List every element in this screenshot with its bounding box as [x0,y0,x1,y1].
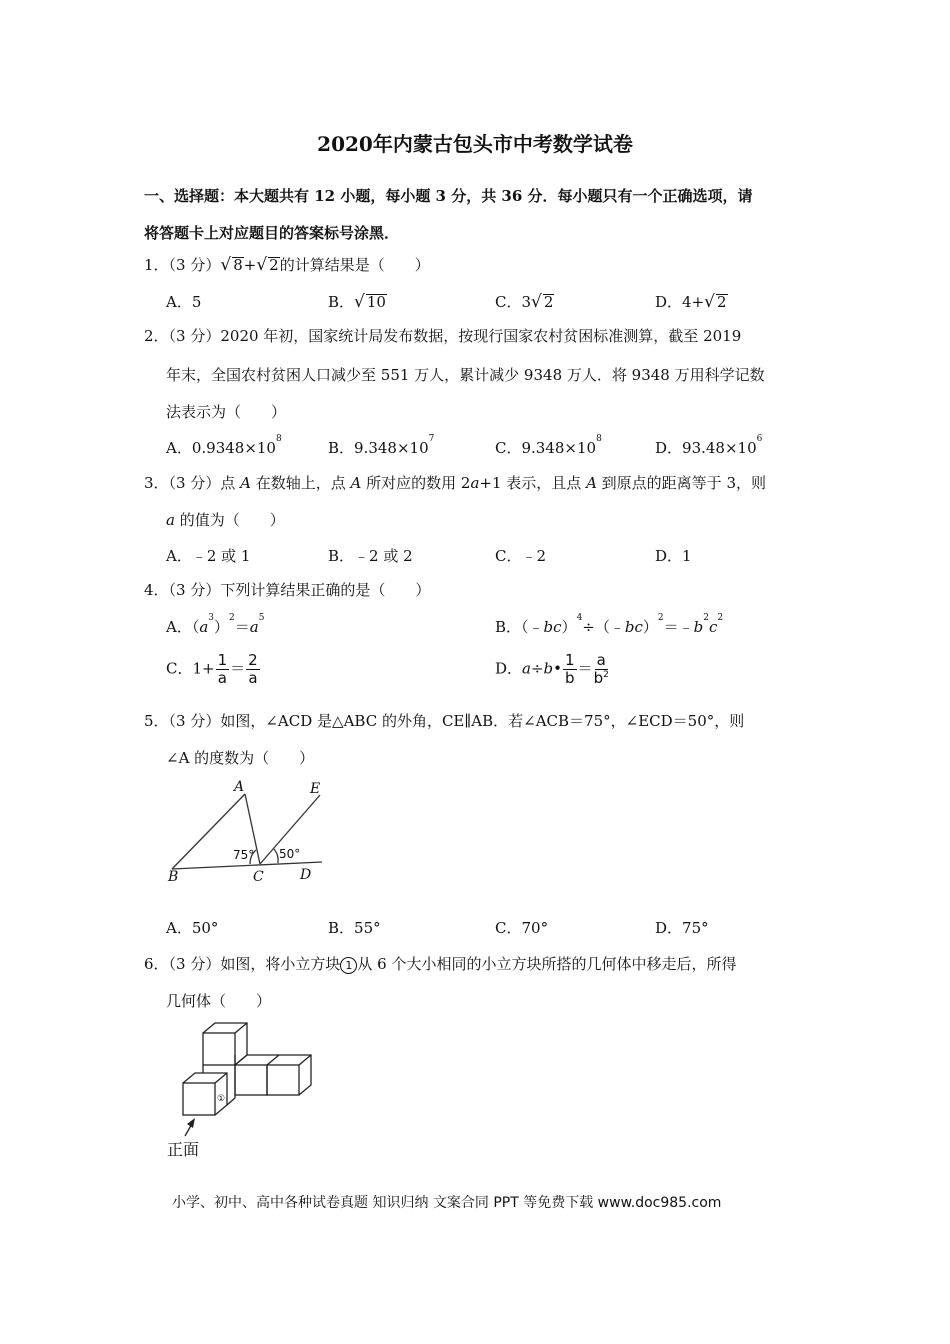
q3-option-a: A．﹣2 或 1 [166,547,251,565]
question-6-line1 [144,953,736,974]
q4-option-d [495,652,610,687]
question-1-stem [144,254,430,275]
cube-figure [165,1018,325,1163]
variable: A [240,474,251,492]
text: +1 表示，且点 [479,474,587,492]
option-text: D．93.48×10 [655,439,757,457]
option-label: B．（﹣ [495,618,544,636]
label-d: D [300,867,312,883]
question-3-line2 [166,509,285,530]
q3-option-b: B．﹣2 或 2 [328,547,413,565]
text: 从 6 个大小相同的小立方块所搭的几何体中移走后，所得 [357,955,737,973]
text: ＝﹣ [663,618,694,636]
radical-sign: √ [531,292,542,312]
option-text: B．9.348×10 [328,439,429,457]
denominator: a [217,669,227,687]
radical-sign: √ [354,292,365,312]
text: ÷（﹣ [582,618,625,636]
variable: c [709,618,718,636]
label-e: E [310,781,321,797]
footer-text: 小学、初中、高中各种试卷真题 知识归纳 文案合同 PPT 等免费下载 www.doc985.com [172,1195,722,1211]
question-3-line1 [144,472,766,493]
text: ） [561,618,577,636]
radical-sign: √ [220,255,232,275]
variable: a [199,618,209,636]
arrow-icon [187,1118,195,1128]
variable: A [350,474,362,492]
option-text: C．9.348×10 [495,439,597,457]
text: ） [214,618,230,636]
text: 到原点的距离等于 3，则 [596,474,766,492]
exponent: 2 [229,613,235,623]
q1-option-a: A．5 [166,293,202,311]
option-text: A．0.9348×10 [166,439,276,457]
q4-option-c [166,652,261,687]
variable: a [470,474,480,492]
front-label: 正面 [167,1140,200,1159]
variable: a [249,618,259,636]
label-c: C [253,869,264,885]
exponent: 2 [603,670,609,680]
exponent: 3 [208,613,215,623]
radicand: 8 [233,256,243,274]
fraction [563,652,577,687]
section-header-line1: 一、选择题：本大题共有 12 小题，每小题 3 分，共 36 分．每小题只有一个正确选项，请 [144,187,753,205]
denominator [594,670,609,687]
denominator: a [248,669,258,687]
option-label: B． [328,293,355,311]
question-2-line1: 2．（3 分）2020 年初，国家统计局发布数据，按现行国家农村贫困标准测算，截至 2019 [144,327,742,345]
label-b: B [168,869,179,885]
text: 在数轴上，点 [250,474,351,492]
q2-option-c [495,434,602,458]
label-a: A [234,779,245,795]
denominator: b [565,669,575,687]
fraction [594,652,609,687]
circled-number: 1 [340,957,357,974]
text: ＝ [577,659,593,678]
q4-option-a [166,613,265,637]
exponent: 2 [717,613,724,623]
denominator-base: b [593,669,604,687]
q5-option-c: C．70° [495,919,549,937]
variable: bc [624,618,643,636]
question-number: 1． [144,256,169,274]
numerator: a [596,651,606,669]
exponent: 8 [275,434,282,444]
angle-50: 50° [279,847,301,861]
question-2-line3: 法表示为（ ） [166,403,287,421]
exponent: 5 [258,613,265,623]
text: ＝ [234,618,250,636]
triangle-figure [160,775,340,887]
text: 的值为（ ） [174,511,285,529]
variable: bc [543,618,562,636]
exponent: 8 [596,434,602,444]
numerator: 1 [217,651,228,669]
question-5-line2: ∠A 的度数为（ ） [166,749,315,767]
question-tail: 的计算结果是（ ） [279,256,430,274]
text: 3．（3 分）点 [144,474,241,492]
text: ＝ [230,659,246,678]
question-5-line1: 5．（3 分）如图，∠ACD 是△ABC 的外角，CE∥AB．若∠ACB＝75°，∠ECD＝50°，则 [144,712,745,730]
question-4-stem: 4．（3 分）下列计算结果正确的是（ ） [144,581,431,599]
q5-option-a: A．50° [166,919,219,937]
text: ） [642,618,658,636]
variable: b [693,618,704,636]
q3-option-c: C．﹣2 [495,547,547,565]
q5-option-d: D．75° [655,919,709,937]
q3-option-d: D．1 [655,547,692,565]
q1-option-d [655,291,728,312]
fraction [216,652,230,687]
radicand: 2 [269,256,279,274]
q2-option-b [328,434,435,458]
radical-sign: √ [704,292,715,312]
expression: a÷b• [522,659,562,678]
fraction [246,652,260,687]
variable: a [166,511,175,529]
radicand: 10 [366,293,386,311]
numerator: 1 [565,651,575,669]
exponent: 7 [428,434,435,444]
question-6-line2: 几何体（ ） [166,992,272,1010]
q1-option-c [495,291,554,312]
q2-option-a [166,434,282,458]
section-header-line2: 将答题卡上对应题目的答案标号涂黑． [144,224,400,242]
radicand: 2 [716,293,727,311]
exponent: 2 [657,613,664,623]
numerator: 2 [248,651,258,669]
text: 6．（3 分）如图，将小立方块 [144,955,341,973]
cube-1-label: ① [217,1094,226,1104]
radical-sign: √ [256,255,268,275]
exponent: 6 [756,434,763,444]
question-2-line2: 年末，全国农村贫困人口减少至 551 万人，累计减少 9348 万人．将 9348 万用科学记数 [166,366,765,384]
exponent: 4 [576,613,583,623]
option-label: A．（ [166,618,200,636]
option-label: C．1+ [166,659,215,678]
q1-option-b [328,291,387,312]
radicand: 2 [543,293,554,311]
plus-sign: + [243,256,257,274]
variable: A [586,474,597,492]
option-label: D．4+ [655,293,705,311]
q5-option-b: B．55° [328,919,381,937]
angle-75: 75° [233,848,255,862]
q4-option-b [495,613,724,637]
exponent: 2 [703,613,709,623]
q2-option-d [655,434,763,458]
page-title: 2020年内蒙古包头市中考数学试卷 [317,132,633,156]
option-label: D． [495,659,523,678]
question-score: （3 分） [168,256,221,274]
text: 所对应的数用 2 [361,474,471,492]
option-label: C．3 [495,293,532,311]
